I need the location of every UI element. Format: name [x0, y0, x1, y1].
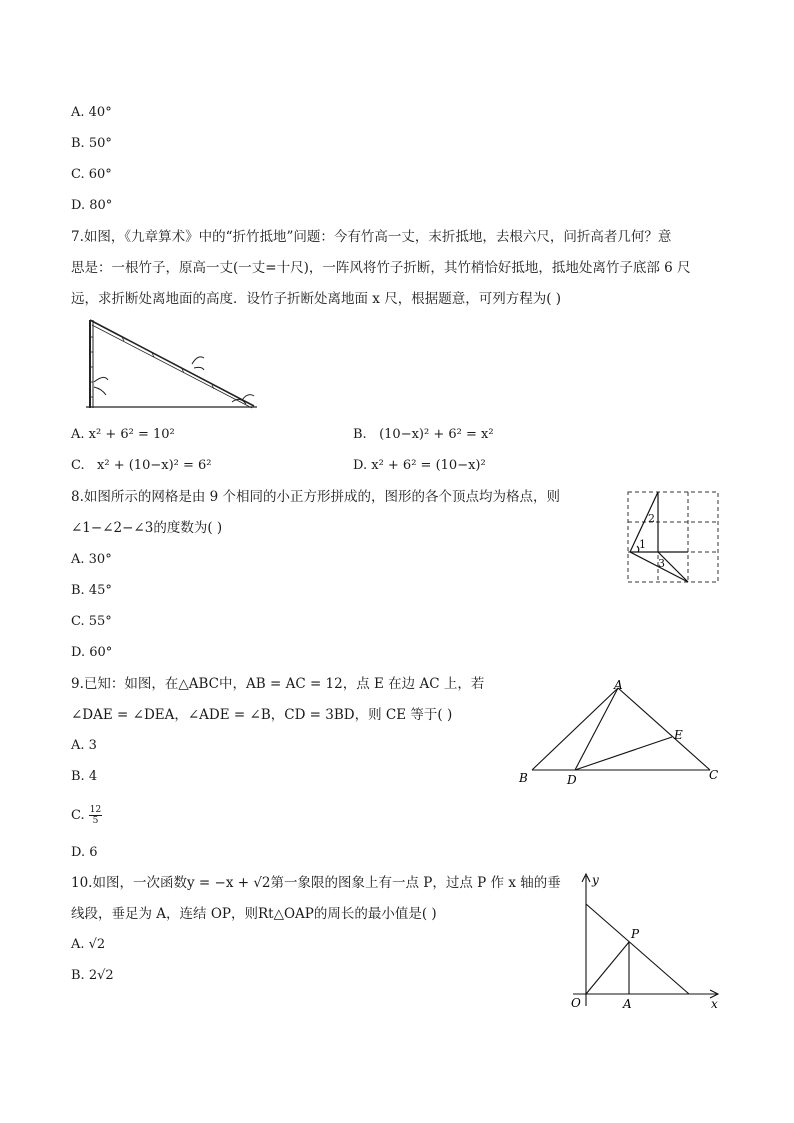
- q7-option-d: D. x² + 6² = (10−x)²: [353, 458, 486, 473]
- q8-option-a: A. 30°: [71, 552, 112, 567]
- q7-bamboo-figure: [82, 312, 262, 412]
- q9-option-a: A. 3: [71, 738, 97, 753]
- q9-option-c: C. $\frac{12}{5}$: [71, 805, 102, 826]
- origin-label: O: [571, 996, 581, 1010]
- angle-label-1: 1: [639, 538, 646, 551]
- angle-label-2: 2: [648, 512, 655, 525]
- bamboo-broken-top: [90, 320, 254, 406]
- function-line: [586, 904, 689, 994]
- q9-stem-line2: ∠DAE = ∠DEA，∠ADE = ∠B，CD = 3BD，则 CE 等于( ): [71, 707, 453, 723]
- q7-stem-line2: 思是：一根竹子，原高一丈(一丈=十尺)，一阵风将竹子折断，其竹梢恰好抵地，抵地处离竹子底部 6 尺: [71, 260, 691, 276]
- q8-grid-figure: [627, 491, 722, 586]
- point-p-label: P: [631, 927, 640, 941]
- q6-option-d: D. 80°: [71, 198, 113, 213]
- fraction: $\frac{12}{5}$: [89, 805, 102, 826]
- q9-triangle-figure: [512, 678, 722, 788]
- q6-option-c: C. 60°: [71, 167, 112, 182]
- q10-stem-line1: 10.如图，一次函数y = −x + √2第一象限的图象上有一点 P，过点 P 作 x 轴的垂: [71, 875, 561, 891]
- q6-option-a: A. 40°: [71, 105, 112, 120]
- q7-stem-line1: 7.如图，《九章算术》中的“折竹抵地”问题：今有竹高一丈，末折抵地，去根六尺，问折高者几何？意: [71, 229, 672, 245]
- leaf-icon: [94, 377, 108, 395]
- q7-option-a: A. x² + 6² = 10²: [71, 427, 175, 442]
- q8-option-d: D. 60°: [71, 645, 113, 660]
- vertex-a-label: A: [614, 678, 623, 692]
- q8-stem-line2: ∠1−∠2−∠3的度数为( ): [71, 520, 223, 536]
- vertex-c-label: C: [709, 768, 719, 782]
- q9-option-b: B. 4: [71, 769, 98, 784]
- q7-option-c: C. x² + (10−x)² = 6²: [71, 458, 212, 473]
- q7-stem-line3: 远，求折断处离地面的高度．设竹子折断处离地面 x 尺，根据题意，可列方程为( ): [71, 291, 562, 307]
- segment-op: [586, 942, 629, 994]
- y-axis-label: y: [592, 873, 599, 887]
- q8-option-c: C. 55°: [71, 614, 112, 629]
- x-axis-label: x: [711, 997, 718, 1011]
- point-d-label: D: [567, 773, 577, 787]
- q9-option-d: D. 6: [71, 845, 98, 860]
- q6-option-b: B. 50°: [71, 136, 112, 151]
- vertex-b-label: B: [519, 771, 528, 785]
- q10-option-b: B. 2√2: [71, 968, 114, 983]
- q10-stem-line2: 线段，垂足为 A，连结 OP，则Rt△OAP的周长的最小值是( ): [71, 906, 437, 922]
- q10-coordinate-figure: [568, 868, 728, 1013]
- q8-option-b: B. 45°: [71, 583, 112, 598]
- q7-option-b: B. (10−x)² + 6² = x²: [353, 427, 494, 442]
- point-a-label: A: [623, 997, 632, 1011]
- leaf-icon: [192, 357, 204, 370]
- q10-option-a: A. √2: [71, 937, 106, 952]
- point-e-label: E: [674, 728, 683, 742]
- linear-function-expr: y = −x + √2: [186, 875, 271, 891]
- q9-stem-line1: 9.已知：如图，在△ABC中，AB = AC = 12，点 E 在边 AC 上，若: [71, 676, 485, 692]
- angle-label-3: 3: [658, 557, 665, 570]
- q8-stem-line1: 8.如图所示的网格是由 9 个相同的小正方形拼成的，图形的各个顶点均为格点，则: [71, 489, 561, 505]
